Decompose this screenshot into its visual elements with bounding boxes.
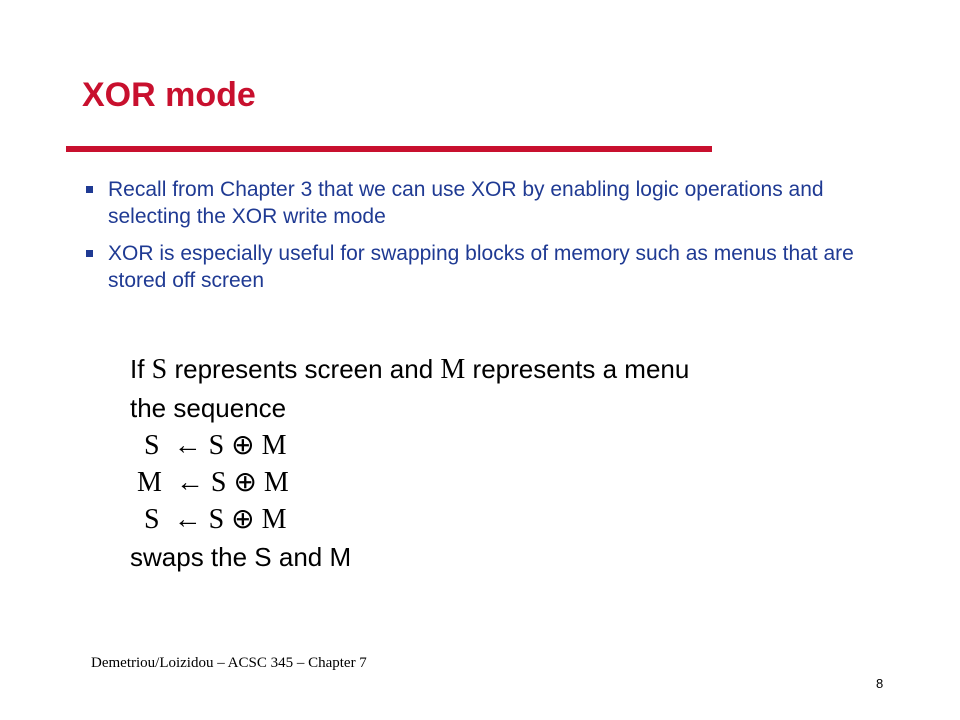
bullet-list [82, 176, 862, 304]
sequence-step: S ← S ⊕ M [130, 430, 287, 461]
bullet-item [82, 240, 862, 294]
definition-text: represents a menu [465, 354, 690, 384]
sequence-step: S ← S ⊕ M [130, 504, 287, 535]
definition-line [130, 350, 850, 389]
symbol-s: S [151, 354, 168, 385]
title-underline [66, 146, 712, 152]
sequence-intro: the sequence [130, 393, 287, 423]
slide-title: XOR mode [82, 76, 256, 114]
bullet-text: Recall from Chapter 3 that we can use XOR by enabling logic operations and selecting the XOR write mode [108, 178, 824, 228]
page-number: 8 [876, 676, 884, 691]
square-bullet-icon [86, 186, 93, 193]
bullet-item [82, 176, 862, 230]
bullet-text: XOR is especially useful for swapping blocks of memory such as menus that are stored off screen [108, 242, 854, 292]
definition-text: represents screen and [167, 354, 441, 384]
conclusion-line: swaps the S and M [130, 542, 352, 572]
sequence-step: M ← S ⊕ M [130, 467, 289, 498]
footer-credit: Demetriou/Loizidou – ACSC 345 – Chapter 7 [91, 655, 367, 671]
definition-text: If [130, 354, 152, 384]
swap-explanation [130, 350, 850, 576]
symbol-m: M [440, 354, 466, 385]
square-bullet-icon [86, 250, 93, 257]
